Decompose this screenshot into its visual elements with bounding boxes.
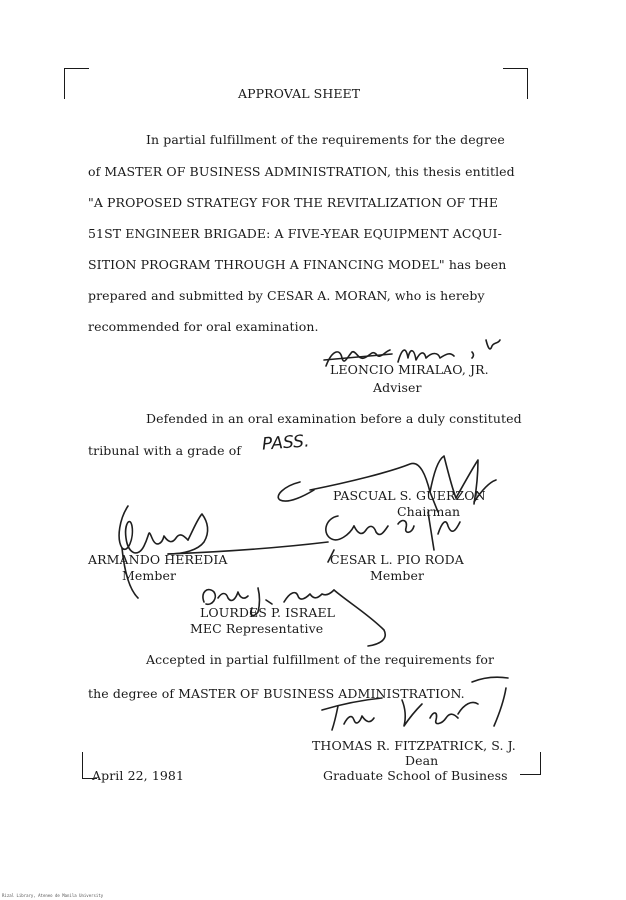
grade-handwritten: PASS. xyxy=(261,431,311,455)
corner-bracket-bottom-right xyxy=(520,752,541,775)
mec-signature xyxy=(198,584,398,656)
member-left-role: Member xyxy=(122,568,177,583)
paragraph-1-line-4: 51ST ENGINEER BRIGADE: A FIVE-YEAR EQUIPMENT ACQUI- xyxy=(88,226,502,241)
page-title: APPROVAL SHEET xyxy=(238,86,361,101)
paragraph-1-line-6: prepared and submitted by CESAR A. MORAN, who is hereby xyxy=(88,288,485,303)
paragraph-1-line-3: "A PROPOSED STRATEGY FOR THE REVITALIZATION OF THE xyxy=(88,195,499,210)
corner-bracket-top-left xyxy=(64,68,89,99)
chairman-name: PASCUAL S. GUERZON xyxy=(333,488,486,503)
mec-name: LOURDES P. ISRAEL xyxy=(200,605,336,620)
paragraph-1-line-7: recommended for oral examination. xyxy=(88,319,319,334)
dean-name: THOMAS R. FITZPATRICK, S. J. xyxy=(312,738,516,753)
corner-bracket-top-right xyxy=(503,68,528,99)
dean-school: Graduate School of Business xyxy=(323,768,508,783)
archive-footer: Rizal Library, Ateneo de Manila University xyxy=(2,893,104,898)
adviser-role: Adviser xyxy=(373,380,422,395)
dean-role: Dean xyxy=(405,753,439,768)
chairman-role: Chairman xyxy=(397,504,461,519)
dean-signature xyxy=(312,674,522,744)
paragraph-3-line-2: the degree of MASTER OF BUSINESS ADMINISTRATION. xyxy=(88,686,465,701)
adviser-name: LEONCIO MIRALAO, JR. xyxy=(330,362,489,377)
paragraph-1-line-1: In partial fulfillment of the requirements for the degree xyxy=(146,132,505,147)
paragraph-3-line-1: Accepted in partial fulfillment of the requirements for xyxy=(146,652,495,667)
paragraph-2-line-1: Defended in an oral examination before a duly constituted xyxy=(146,411,522,426)
member-right-role: Member xyxy=(370,568,425,583)
approval-date: April 22, 1981 xyxy=(92,768,185,783)
mec-role: MEC Representative xyxy=(190,621,324,636)
member-right-name: CESAR L. PIO RODA xyxy=(330,552,464,567)
paragraph-1-line-5: SITION PROGRAM THROUGH A FINANCING MODEL" has been xyxy=(88,257,507,272)
member-left-name: ARMANDO HEREDIA xyxy=(88,552,228,567)
paragraph-1-line-2: of MASTER OF BUSINESS ADMINISTRATION, this thesis entitled xyxy=(88,164,515,179)
paragraph-2-line-2: tribunal with a grade of xyxy=(88,443,242,458)
